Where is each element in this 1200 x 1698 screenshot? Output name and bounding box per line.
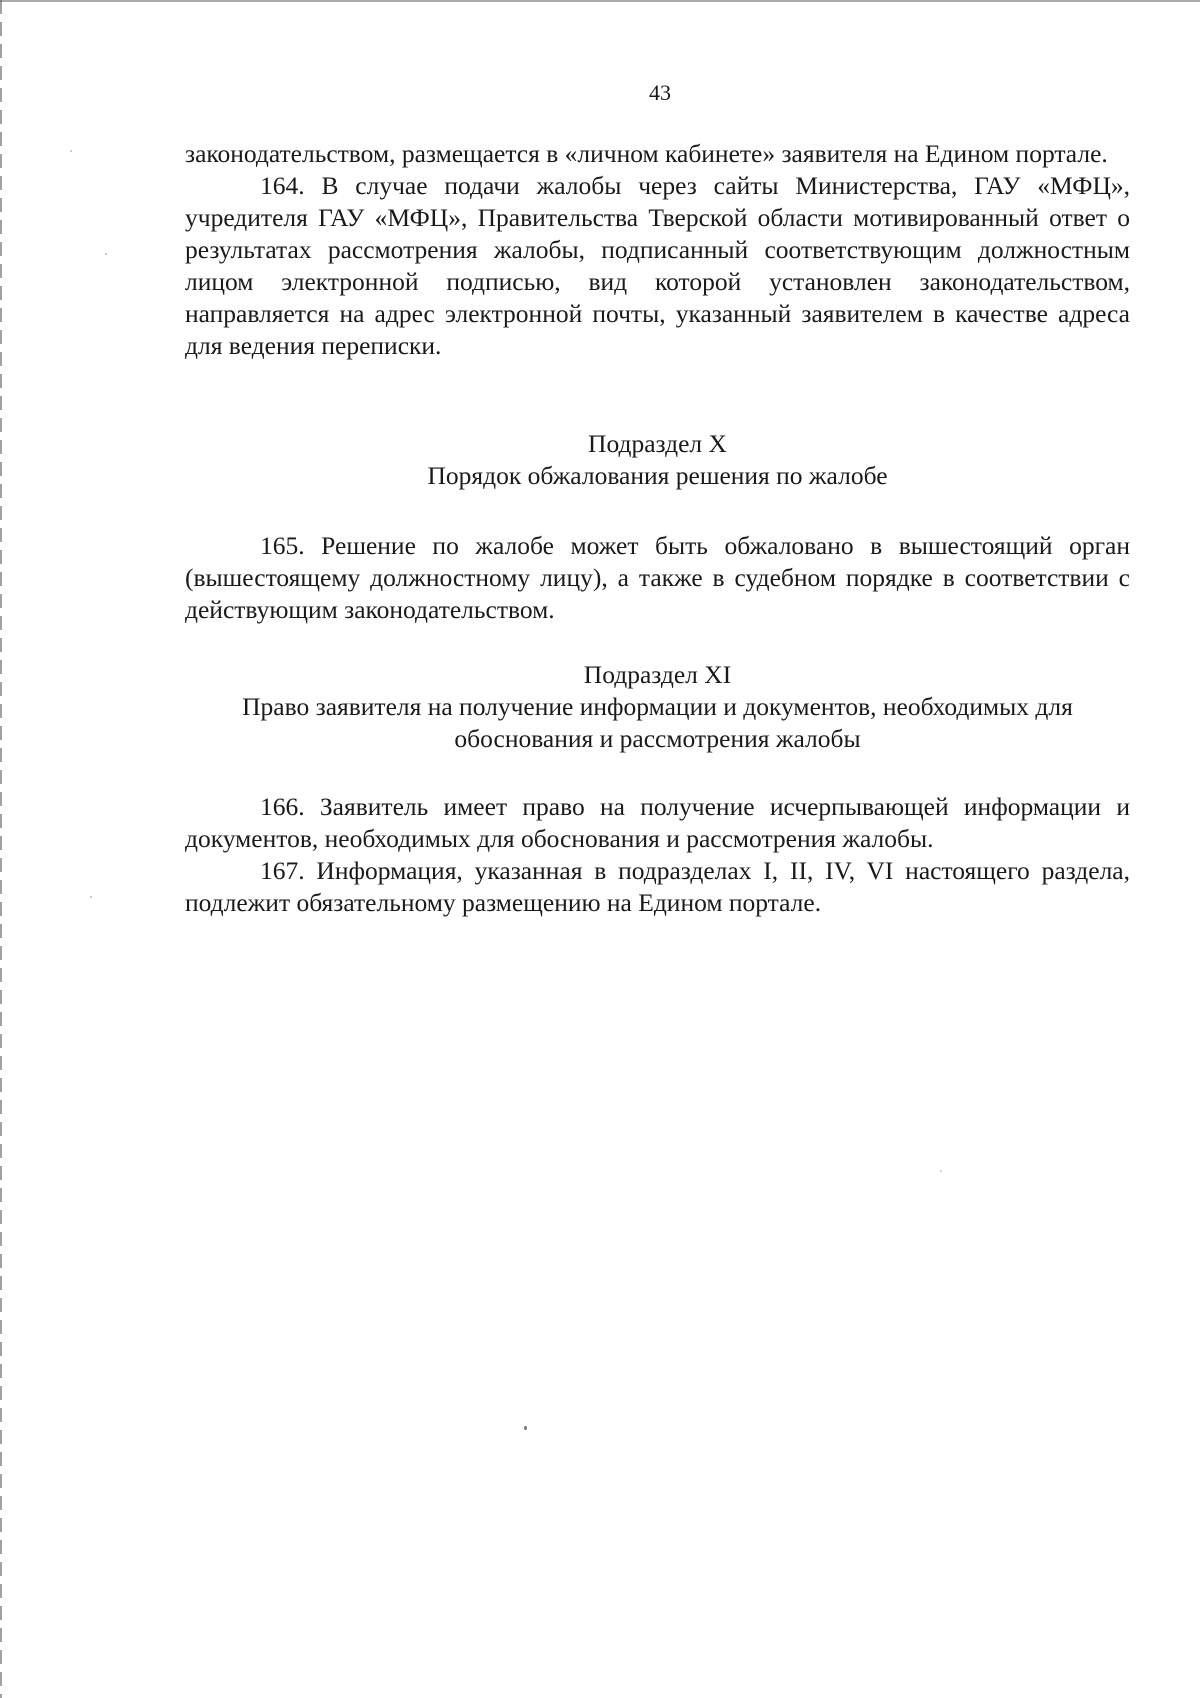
section-x-subtitle: Порядок обжалования решения по жалобе xyxy=(427,461,888,490)
paragraph-167: 167. Информация, указанная в подразделах I, II, IV, VI настоящего раздела, подлежит обязательному размещению на Едином портале. xyxy=(185,856,1130,917)
paragraph-continuation: законодательством, размещается в «личном кабинете» заявителя на Едином портале. xyxy=(185,139,1108,168)
section-xi-subtitle: Право заявителя на получение информации и документов, необходимых для обоснования и рассмотрения жалобы xyxy=(242,692,1073,753)
scan-left-edge xyxy=(0,0,2,1698)
section-xi-title: Подраздел XI xyxy=(583,660,732,689)
scan-speck xyxy=(105,253,107,255)
section-xi-heading xyxy=(185,659,1130,755)
text-block-165 xyxy=(185,530,1130,626)
paragraph-164: 164. В случае подачи жалобы через сайты Министерства, ГАУ «МФЦ», учредителя ГАУ «МФЦ», Правительства Тверской области мотивированный ответ о результатах рассмотрения жалобы, подписанный соответствующим должностным лицом электронной подписью, вид которой установлен законодательством, направляется на адрес электронной почты, указанный заявителем в качестве адреса для ведения переписки. xyxy=(185,171,1130,360)
paragraph-165: 165. Решение по жалобе может быть обжаловано в вышестоящий орган (вышестоящему должностному лицу), а также в судебном порядке в соответствии с действующим законодательством. xyxy=(185,531,1130,624)
text-block-top xyxy=(185,138,1130,362)
scan-speck xyxy=(70,150,72,152)
scan-speck xyxy=(90,896,92,898)
page-number: 43 xyxy=(649,80,671,105)
scan-top-edge xyxy=(0,0,1200,2)
section-x-title: Подраздел X xyxy=(588,429,727,458)
scan-speck xyxy=(940,1170,942,1172)
section-x-heading xyxy=(185,428,1130,492)
paragraph-166: 166. Заявитель имеет право на получение исчерпывающей информации и документов, необходимых для обоснования и рассмотрения жалобы. xyxy=(185,792,1130,853)
text-block-166-167 xyxy=(185,791,1130,919)
scan-speck xyxy=(524,1426,527,1430)
